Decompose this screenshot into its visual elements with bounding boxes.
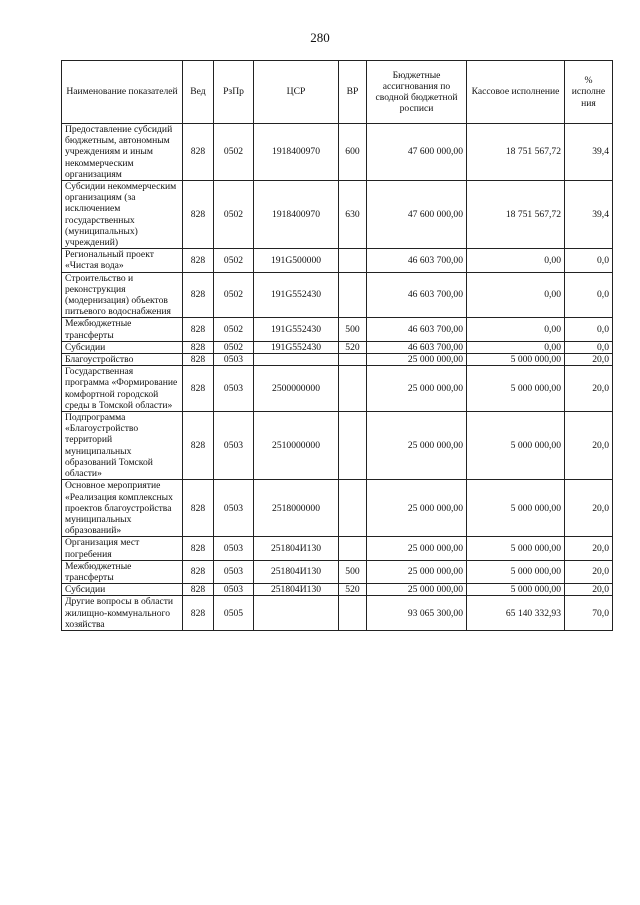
cell-ved: 828 — [183, 366, 214, 412]
cell-pct: 0,0 — [565, 249, 613, 272]
cell-kassa: 0,00 — [467, 318, 565, 341]
cell-rzpr: 0502 — [214, 124, 254, 181]
cell-rzpr: 0503 — [214, 584, 254, 596]
cell-pct: 20,0 — [565, 354, 613, 366]
cell-ved: 828 — [183, 249, 214, 272]
cell-budget: 46 603 700,00 — [367, 272, 467, 318]
cell-budget: 46 603 700,00 — [367, 249, 467, 272]
cell-pct: 0,0 — [565, 318, 613, 341]
table-row — [62, 560, 613, 583]
cell-pct: 20,0 — [565, 480, 613, 537]
cell-kassa: 65 140 332,93 — [467, 596, 565, 631]
cell-pct: 0,0 — [565, 272, 613, 318]
header-rzpr: РзПр — [214, 61, 254, 124]
table-row — [62, 412, 613, 480]
cell-name: Основное мероприятие «Реализация комплексных проектов благоустройства муниципальных образований» — [62, 480, 183, 537]
cell-vr: 600 — [339, 124, 367, 181]
header-budget: Бюджетные ассигнования по сводной бюджетной росписи — [367, 61, 467, 124]
cell-budget: 25 000 000,00 — [367, 366, 467, 412]
cell-name: Субсидии некоммерческим организациям (за исключением государственных (муниципальных) учреждений) — [62, 181, 183, 249]
header-ved: Вед — [183, 61, 214, 124]
cell-name: Другие вопросы в области жилищно-коммунального хозяйства — [62, 596, 183, 631]
cell-csr: 2518000000 — [254, 480, 339, 537]
cell-kassa: 5 000 000,00 — [467, 412, 565, 480]
cell-kassa: 5 000 000,00 — [467, 354, 565, 366]
cell-rzpr: 0503 — [214, 537, 254, 560]
cell-csr: 1918400970 — [254, 124, 339, 181]
cell-name: Благоустройство — [62, 354, 183, 366]
cell-pct: 20,0 — [565, 584, 613, 596]
cell-rzpr: 0505 — [214, 596, 254, 631]
cell-csr: 191G552430 — [254, 341, 339, 353]
cell-vr — [339, 596, 367, 631]
page-number: 280 — [310, 30, 330, 45]
cell-vr — [339, 412, 367, 480]
table-row — [62, 537, 613, 560]
cell-pct: 20,0 — [565, 537, 613, 560]
cell-budget: 46 603 700,00 — [367, 341, 467, 353]
cell-kassa: 0,00 — [467, 249, 565, 272]
cell-pct: 20,0 — [565, 412, 613, 480]
cell-vr: 500 — [339, 318, 367, 341]
cell-ved: 828 — [183, 272, 214, 318]
cell-vr: 520 — [339, 341, 367, 353]
cell-csr: 191G552430 — [254, 272, 339, 318]
cell-rzpr: 0502 — [214, 318, 254, 341]
cell-budget: 46 603 700,00 — [367, 318, 467, 341]
header-kassa: Кассовое исполнение — [467, 61, 565, 124]
cell-rzpr: 0503 — [214, 366, 254, 412]
header-vr: ВР — [339, 61, 367, 124]
header-csr: ЦСР — [254, 61, 339, 124]
cell-kassa: 5 000 000,00 — [467, 560, 565, 583]
cell-rzpr: 0502 — [214, 249, 254, 272]
cell-kassa: 0,00 — [467, 341, 565, 353]
cell-ved: 828 — [183, 181, 214, 249]
cell-ved: 828 — [183, 124, 214, 181]
table-row — [62, 249, 613, 272]
cell-rzpr: 0502 — [214, 272, 254, 318]
cell-csr — [254, 354, 339, 366]
cell-kassa: 18 751 567,72 — [467, 124, 565, 181]
cell-rzpr: 0503 — [214, 480, 254, 537]
cell-ved: 828 — [183, 412, 214, 480]
cell-name: Межбюджетные трансферты — [62, 318, 183, 341]
table-row — [62, 181, 613, 249]
cell-csr: 251804И130 — [254, 537, 339, 560]
cell-pct: 70,0 — [565, 596, 613, 631]
cell-pct: 0,0 — [565, 341, 613, 353]
cell-csr: 191G500000 — [254, 249, 339, 272]
header-pct: % исполне ния — [565, 61, 613, 124]
cell-vr: 630 — [339, 181, 367, 249]
cell-budget: 25 000 000,00 — [367, 537, 467, 560]
cell-budget: 25 000 000,00 — [367, 584, 467, 596]
cell-budget: 25 000 000,00 — [367, 412, 467, 480]
cell-kassa: 0,00 — [467, 272, 565, 318]
cell-kassa: 5 000 000,00 — [467, 537, 565, 560]
cell-csr: 251804И130 — [254, 584, 339, 596]
cell-rzpr: 0503 — [214, 560, 254, 583]
cell-kassa: 5 000 000,00 — [467, 584, 565, 596]
table-body — [62, 124, 613, 631]
table-header — [62, 61, 613, 124]
table-row — [62, 318, 613, 341]
cell-rzpr: 0502 — [214, 181, 254, 249]
header-name: Наименование показателей — [62, 61, 183, 124]
cell-vr — [339, 366, 367, 412]
cell-pct: 39,4 — [565, 181, 613, 249]
cell-budget: 25 000 000,00 — [367, 480, 467, 537]
cell-vr — [339, 354, 367, 366]
cell-vr — [339, 537, 367, 560]
cell-name: Субсидии — [62, 584, 183, 596]
cell-ved: 828 — [183, 341, 214, 353]
table-row — [62, 596, 613, 631]
cell-csr — [254, 596, 339, 631]
cell-ved: 828 — [183, 480, 214, 537]
cell-name: Государственная программа «Формирование комфортной городской среды в Томской области» — [62, 366, 183, 412]
table-row — [62, 480, 613, 537]
cell-vr — [339, 272, 367, 318]
cell-budget: 93 065 300,00 — [367, 596, 467, 631]
cell-ved: 828 — [183, 354, 214, 366]
cell-vr: 500 — [339, 560, 367, 583]
cell-budget: 25 000 000,00 — [367, 354, 467, 366]
table-row — [62, 584, 613, 596]
table-row — [62, 354, 613, 366]
cell-kassa: 18 751 567,72 — [467, 181, 565, 249]
table-row — [62, 341, 613, 353]
cell-ved: 828 — [183, 537, 214, 560]
cell-name: Субсидии — [62, 341, 183, 353]
cell-csr: 251804И130 — [254, 560, 339, 583]
cell-csr: 2510000000 — [254, 412, 339, 480]
cell-budget: 47 600 000,00 — [367, 124, 467, 181]
cell-csr: 2500000000 — [254, 366, 339, 412]
cell-name: Предоставление субсидий бюджетным, автономным учреждениям и иным некоммерческим организациям — [62, 124, 183, 181]
table-row — [62, 272, 613, 318]
cell-vr — [339, 480, 367, 537]
cell-pct: 39,4 — [565, 124, 613, 181]
cell-name: Региональный проект «Чистая вода» — [62, 249, 183, 272]
cell-kassa: 5 000 000,00 — [467, 366, 565, 412]
cell-name: Строительство и реконструкция (модернизация) объектов питьевого водоснабжения — [62, 272, 183, 318]
cell-csr: 1918400970 — [254, 181, 339, 249]
cell-name: Подпрограмма «Благоустройство территорий муниципальных образований Томской области» — [62, 412, 183, 480]
cell-csr: 191G552430 — [254, 318, 339, 341]
budget-execution-table — [61, 60, 613, 631]
header-row — [62, 61, 613, 124]
cell-rzpr: 0503 — [214, 412, 254, 480]
cell-budget: 25 000 000,00 — [367, 560, 467, 583]
table-row — [62, 366, 613, 412]
cell-name: Межбюджетные трансферты — [62, 560, 183, 583]
cell-vr — [339, 249, 367, 272]
cell-ved: 828 — [183, 318, 214, 341]
cell-vr: 520 — [339, 584, 367, 596]
cell-name: Организация мест погребения — [62, 537, 183, 560]
cell-pct: 20,0 — [565, 560, 613, 583]
cell-pct: 20,0 — [565, 366, 613, 412]
cell-budget: 47 600 000,00 — [367, 181, 467, 249]
cell-ved: 828 — [183, 596, 214, 631]
table-row — [62, 124, 613, 181]
cell-rzpr: 0502 — [214, 341, 254, 353]
cell-kassa: 5 000 000,00 — [467, 480, 565, 537]
cell-ved: 828 — [183, 584, 214, 596]
cell-rzpr: 0503 — [214, 354, 254, 366]
cell-ved: 828 — [183, 560, 214, 583]
